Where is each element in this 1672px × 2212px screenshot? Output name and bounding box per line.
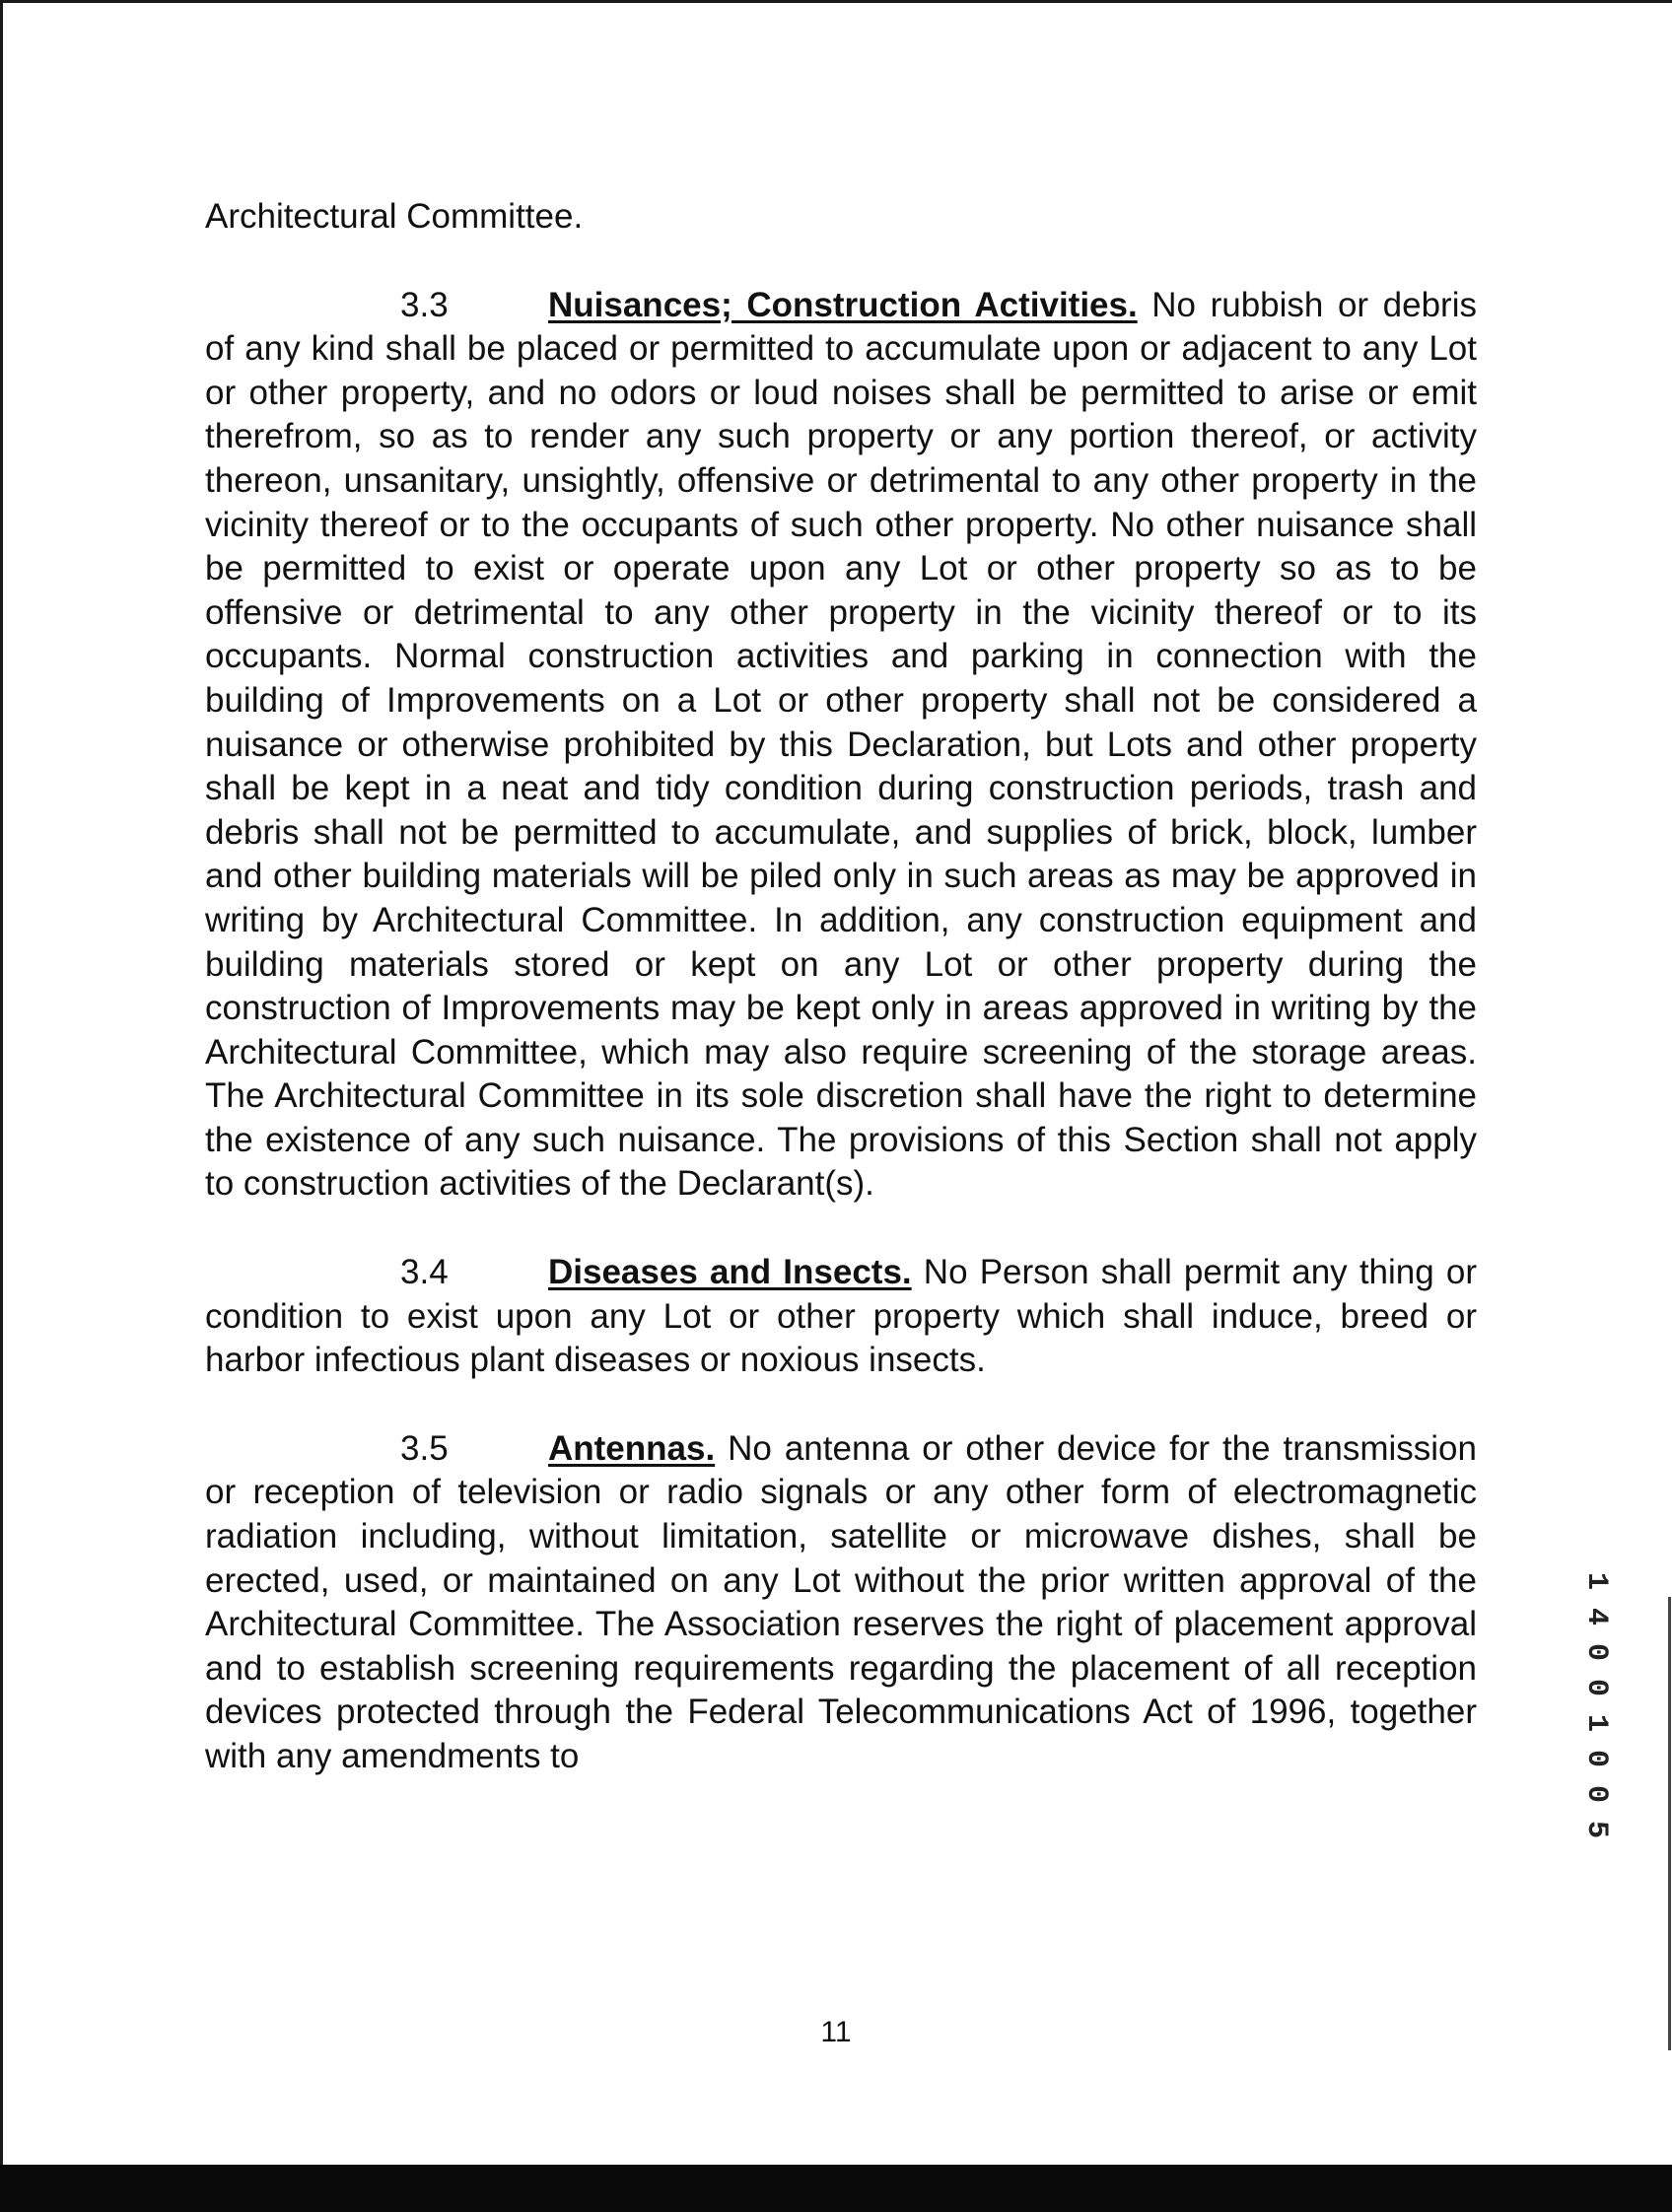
section-body: No antenna or other device for the transmission or reception of television or radio signals or any other form of electromagnetic radiation including, without limitation, satellite or microwave dishes, shall be erected, used, or maintained on any Lot without the prior written approval of the Architectural Committee. The Association reserves the right of placement approval and to establish screening requirements regarding the placement of all reception devices protected through the Federal Telecommunications Act of 1996, together with any amendments to	[205, 1428, 1477, 1775]
stamp-digit: 1	[1578, 1713, 1613, 1733]
recording-stamp	[1575, 1563, 1617, 1847]
section-number: 3.4	[400, 1253, 449, 1292]
section-body: No rubbish or debris of any kind shall be placed or permitted to accumulate upon or adjacent to any Lot or other property, and no odors or loud noises shall be permitted to arise or emit therefrom, so as to render any such property or any portion thereof, or activity thereon, unsanitary, unsightly, offensive or detrimental to any other property in the vicinity thereof or to the occupants of such other property. No other nuisance shall be permitted to exist or operate upon any Lot or other property so as to be offensive or detrimental to any other property in the vicinity thereof or to its occupants. Normal construction activities and parking in connection with the building of Improvements on a Lot or other property shall not be considered a nuisance or otherwise prohibited by this Declaration, but Lots and other property shall be kept in a neat and tidy condition during construction periods, trash and debris shall not be permitted to accumulate, and supplies of brick, block, lumber and other building materials will be piled only in such areas as may be approved in writing by Architectural Committee. In addition, any construction equipment and building materials stored or kept on any Lot or other property during the construction of Improvements may be kept only in areas approved in writing by the Architectural Committee, which may also require screening of the storage areas. The Architectural Committee in its sole discretion shall have the right to determine the existence of any such nuisance. The provisions of this Section shall not apply to construction activities of the Declarant(s).	[205, 285, 1477, 1204]
section-3-5	[205, 1427, 1477, 1779]
stamp-digit: 0	[1578, 1642, 1613, 1662]
scan-border-left	[0, 0, 3, 2212]
stamp-digit: 0	[1578, 1749, 1613, 1768]
document-body	[205, 195, 1477, 1824]
section-body: No Person shall permit any thing or condition to exist upon any Lot or other property which shall induce, breed or harbor infectious plant diseases or noxious insects.	[205, 1253, 1477, 1380]
stamp-digit: 4	[1578, 1607, 1613, 1626]
stamp-digit: 5	[1578, 1820, 1613, 1839]
continuation-text: Architectural Committee.	[205, 197, 584, 236]
section-title: Antennas.	[548, 1428, 716, 1468]
stamp-digit: 1	[1578, 1571, 1613, 1591]
section-number: 3.3	[400, 285, 449, 324]
page-number: 11	[820, 2016, 852, 2048]
scan-border-top	[0, 0, 1672, 3]
section-title: Nuisances; Construction Activities.	[548, 285, 1138, 324]
scan-border-bottom	[0, 2165, 1672, 2212]
section-3-3	[205, 284, 1477, 1207]
margin-rule	[1668, 1597, 1671, 2050]
section-3-4	[205, 1251, 1477, 1383]
section-title: Diseases and Insects.	[548, 1253, 912, 1292]
stamp-digit: 0	[1578, 1784, 1613, 1804]
stamp-digit: 0	[1578, 1678, 1613, 1697]
section-number: 3.5	[400, 1428, 449, 1468]
